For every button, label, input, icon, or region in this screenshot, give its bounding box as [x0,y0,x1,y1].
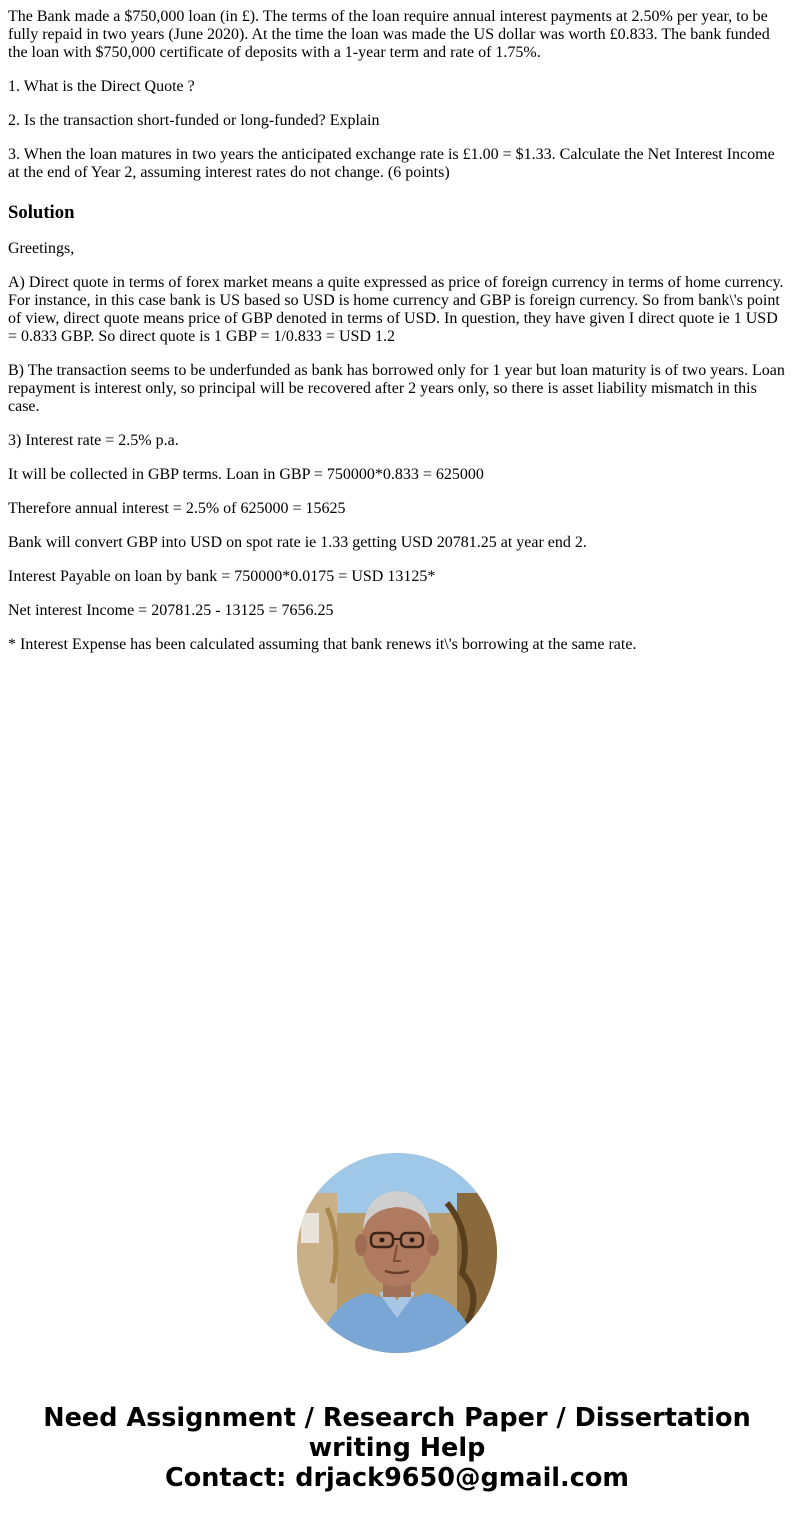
author-portrait-icon [297,1153,497,1353]
contact-email: Contact: drjack9650@gmail.com [165,1463,629,1493]
question-intro: The Bank made a $750,000 loan (in £). The terms of the loan require annual interest payments at 2.50% per year, to be fully repaid in two years (June 2020). At the time the loan was made the US dollar was worth £0.833. The bank funded the loan with $750,000 certificate of deposits with a 1-year term and rate of 1.75%. [8,8,770,61]
contact-banner [0,1403,794,1493]
answer-3-convert: Bank will convert GBP into USD on spot rate ie 1.33 getting USD 20781.25 at year end 2. [8,534,587,551]
author-photo [297,1153,497,1353]
answer-3-annual: Therefore annual interest = 2.5% of 625000 = 15625 [8,500,346,517]
document-content [8,8,786,670]
greeting: Greetings, [8,240,75,257]
question-1: 1. What is the Direct Quote ? [8,78,195,95]
question-3: 3. When the loan matures in two years the anticipated exchange rate is £1.00 = $1.33. Calculate the Net Interest Income at the end of Year 2, assuming interest rates do not change. (6 points) [8,146,775,181]
contact-banner-line-1: Need Assignment / Research Paper / Dissertation [43,1403,751,1433]
question-2: 2. Is the transaction short-funded or long-funded? Explain [8,112,380,129]
answer-b: B) The transaction seems to be underfunded as bank has borrowed only for 1 year but loan maturity is of two years. Loan repayment is interest only, so principal will be recovered after 2 years only, so there is asset liability mismatch in this case. [8,362,785,415]
contact-banner-line-2: writing Help [308,1433,486,1463]
footnote: * Interest Expense has been calculated assuming that bank renews it\'s borrowing at the same rate. [8,636,637,653]
answer-3-gbp: It will be collected in GBP terms. Loan in GBP = 750000*0.833 = 625000 [8,466,484,483]
answer-3-payable: Interest Payable on loan by bank = 750000*0.0175 = USD 13125* [8,568,436,585]
answer-a: A) Direct quote in terms of forex market means a quite expressed as price of foreign currency in terms of home currency. For instance, in this case bank is US based so USD is home currency and GBP is foreign currency. So from bank\'s point of view, direct quote means price of GBP denoted in terms of USD. In question, they have given I direct quote ie 1 USD = 0.833 GBP. So direct quote is 1 GBP = 1/0.833 = USD 1.2 [8,274,784,345]
solution-heading: Solution [8,202,75,223]
answer-3-net: Net interest Income = 20781.25 - 13125 = 7656.25 [8,602,334,619]
answer-3-rate: 3) Interest rate = 2.5% p.a. [8,432,179,449]
